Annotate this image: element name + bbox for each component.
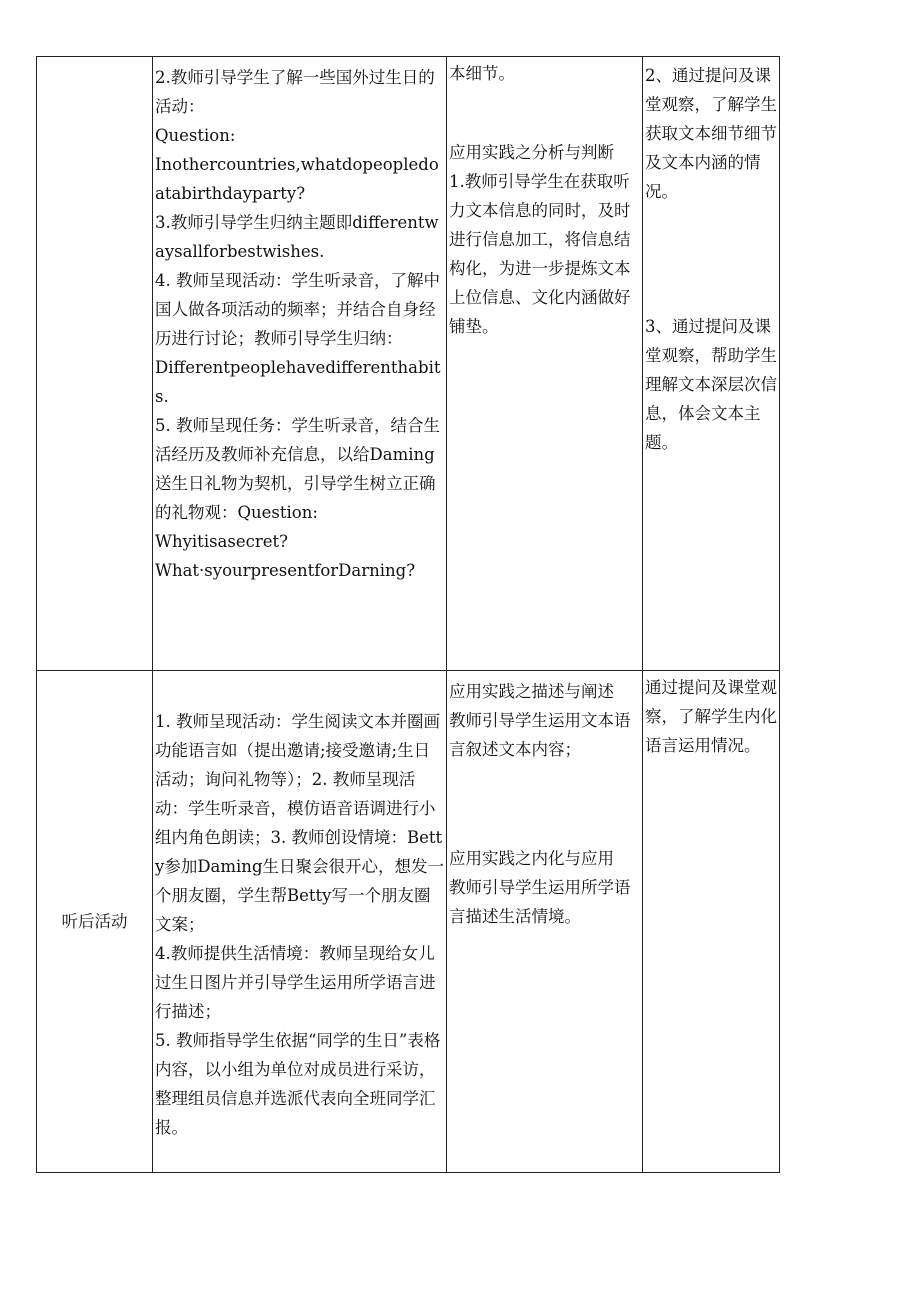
activity-text: 3.教师引导学生归纳主题即differentwaysallforbestwishes. [155,213,439,261]
activities-cell [153,57,447,671]
goal-heading: 应用实践之描述与阐述 [449,682,614,701]
stage-cell [37,671,153,1173]
activity-text: Inothercountries,whatdopeopledoatabirthdayparty? [155,155,439,203]
activity-text: 2.教师引导学生了解一些国外过生日的活动： [155,68,435,116]
table-row [37,671,780,1173]
assessment-text: 2、通过提问及课堂观察，了解学生获取文本细节细节及文本内涵的情况。 [645,66,777,201]
activity-text: 5. 教师指导学生依据“同学的生日”表格内容，以小组为单位对成员进行采访，整理组员信息并选派代表向全班同学汇报。 [155,1031,441,1137]
activity-text: Whyitisasecret? [155,532,288,551]
goal-text: 本细节。 [449,64,515,83]
goals-cell [447,57,643,671]
table-row [37,57,780,671]
lesson-plan-table [36,56,780,1173]
assessment-text: 3、通过提问及课堂观察，帮助学生理解文本深层次信息，体会文本主题。 [645,317,777,452]
goal-text: 教师引导学生运用所学语言描述生活情境。 [449,878,631,926]
assessment-cell [643,57,780,671]
activity-text: What·syourpresentforDarning? [155,561,416,580]
activity-text: Differentpeoplehavedifferenthabits. [155,358,441,406]
activities-cell [153,671,447,1173]
activity-text: 4.教师提供生活情境：教师呈现给女儿过生日图片并引导学生运用所学语言进行描述； [155,944,436,1021]
stage-label: 听后活动 [61,912,128,931]
goal-heading: 应用实践之内化与应用 [449,849,614,868]
goal-text: 教师引导学生运用文本语言叙述文本内容； [449,711,631,759]
activity-text: 1. 教师呈现活动：学生阅读文本并圈画功能语言如（提出邀请;接受邀请;生日活动；询问礼物等）；2. 教师呈现活动：学生听录音，模仿语音语调进行小组内角色朗读；3. 教师创设情境：Betty参加Daming生日聚会很开心，想发一个朋友圈，学生帮Betty写一个朋友圈文案； [155,712,444,934]
goal-heading: 应用实践之分析与判断 [449,143,614,162]
assessment-cell [643,671,780,1173]
assessment-text: 通过提问及课堂观察，了解学生内化语言运用情况。 [645,678,777,755]
goals-cell [447,671,643,1173]
activity-text: 5. 教师呈现任务：学生听录音，结合生活经历及教师补充信息，以给Daming送生日礼物为契机，引导学生树立正确的礼物观：Question: [155,416,440,522]
activity-text: Question: [155,126,236,145]
activity-text: 4. 教师呈现活动：学生听录音，了解中国人做各项活动的频率；并结合自身经历进行讨论；教师引导学生归纳： [155,271,440,348]
stage-cell [37,57,153,671]
goal-text: 1.教师引导学生在获取听力文本信息的同时，及时进行信息加工，将信息结构化，为进一步提炼文本上位信息、文化内涵做好铺垫。 [449,172,631,336]
